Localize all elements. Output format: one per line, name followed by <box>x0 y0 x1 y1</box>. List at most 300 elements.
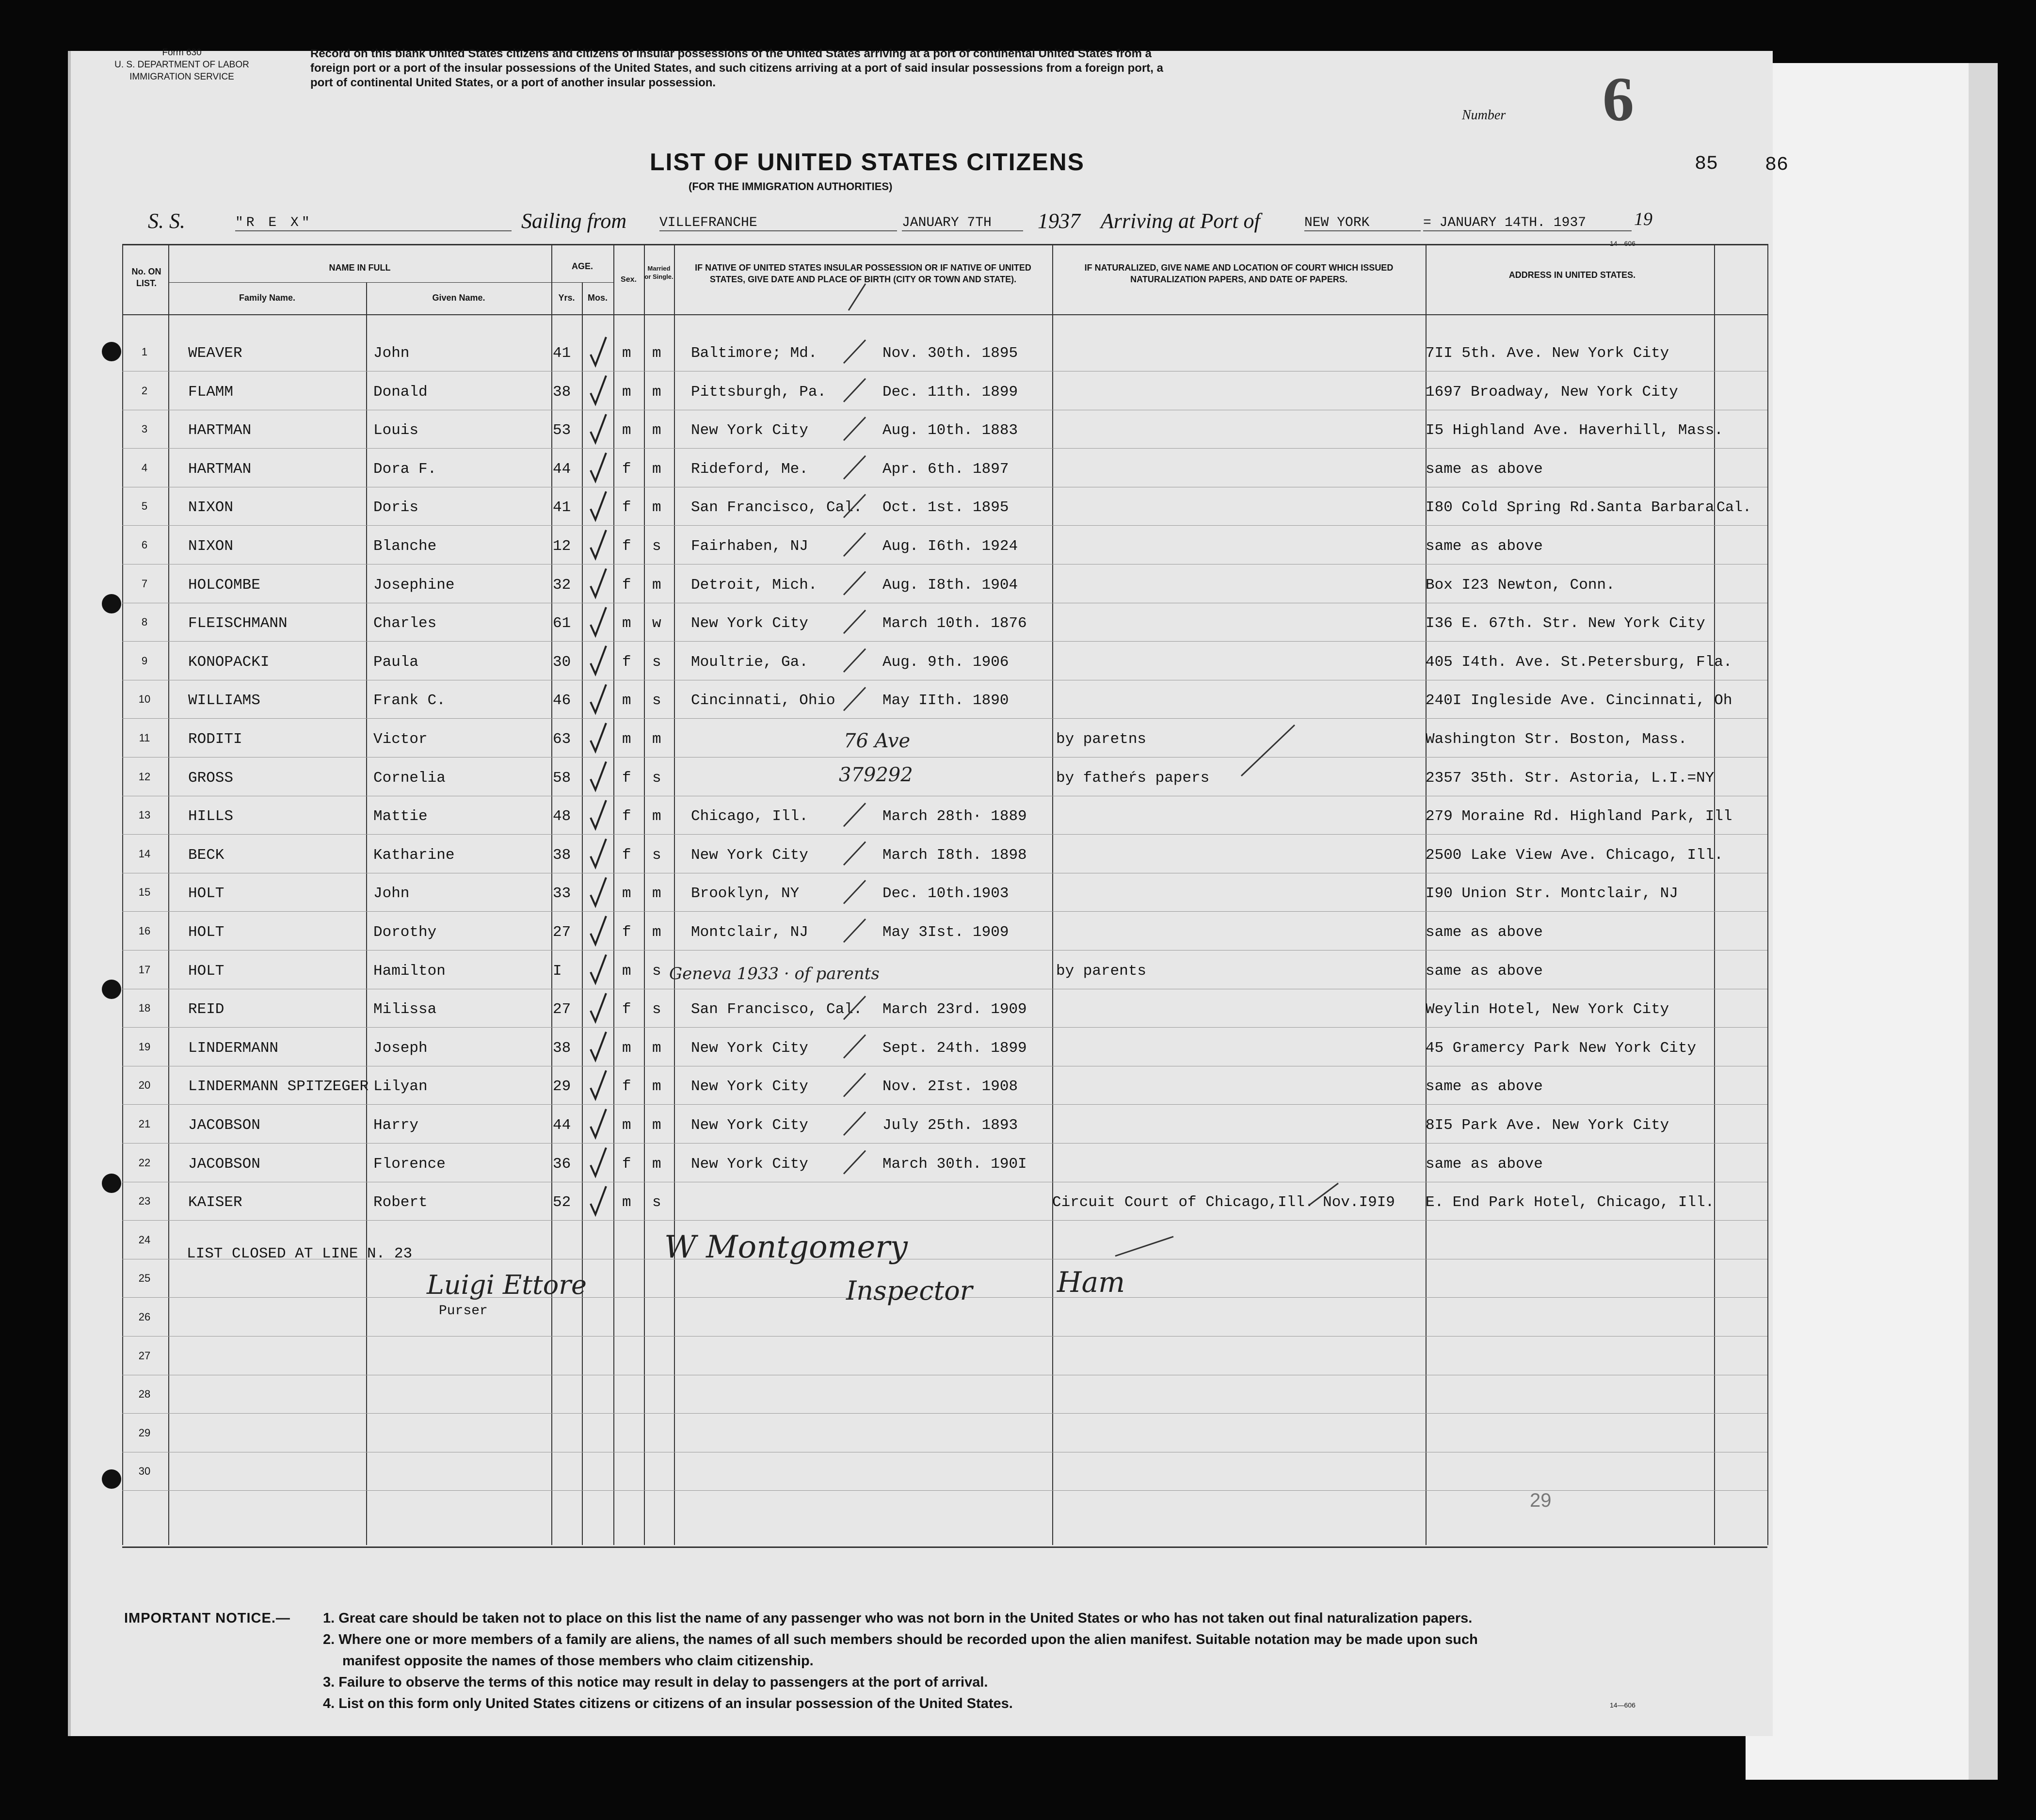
row-number: 3 <box>141 423 148 435</box>
notice-lead: IMPORTANT NOTICE.— <box>124 1611 290 1626</box>
header-address: ADDRESS IN UNITED STATES. <box>1508 270 1636 280</box>
sex-cell: f <box>622 499 631 516</box>
sex-cell: m <box>622 1194 631 1211</box>
birthdate-cell: Sept. 24th. 1899 <box>882 1039 1027 1057</box>
family-name-cell: RODITI <box>188 731 242 748</box>
check-mark <box>591 916 606 944</box>
row-number: 28 <box>138 1388 151 1401</box>
family-name-cell: HOLCOMBE <box>188 576 260 594</box>
verification-tick <box>844 572 866 595</box>
arriving-label: Arriving at Port of <box>1101 209 1260 233</box>
address-cell: E. End Park Hotel, Chicago, Ill. <box>1426 1194 1715 1211</box>
verification-tick <box>844 996 866 1019</box>
birthdate-cell: March 23rd. 1909 <box>882 1001 1027 1018</box>
header-naturalized: IF NATURALIZED, GIVE NAME AND LOCATION OF COURT WHICH ISSUED NATURALIZATION PAPERS, AND DATE OF PAPERS. <box>1084 263 1394 284</box>
birthplace-cell: Chicago, Ill. <box>691 808 808 825</box>
time-note: Ham <box>1057 1266 1125 1299</box>
sex-cell: f <box>622 1001 631 1018</box>
marital-status-cell: m <box>652 460 661 478</box>
row-number: 15 <box>138 886 151 899</box>
notice-item: 4. List on this form only United States citizens or citizens of an insular possession of the United States. <box>323 1696 1013 1711</box>
family-name-cell: BECK <box>188 846 224 864</box>
arriving-date: = JANUARY 14TH. 1937 <box>1423 215 1632 231</box>
inspector-signature: W Montgomery <box>664 1229 908 1265</box>
birthdate-cell: Oct. 1st. 1895 <box>882 499 1009 516</box>
address-overflow: Cal. <box>1716 499 1752 516</box>
row-number: 7 <box>141 577 148 590</box>
family-name-cell: HARTMAN <box>188 460 252 478</box>
print-code: 14—606 <box>1610 240 1635 247</box>
check-mark <box>591 453 606 481</box>
birthplace-cell: Fairhaben, NJ <box>691 538 808 555</box>
age-cell: 38 <box>553 1039 571 1057</box>
given-name-cell: Robert <box>373 1194 428 1211</box>
given-name-cell: Cornelia <box>373 769 446 787</box>
birthdate-cell: March I8th. 1898 <box>882 846 1027 864</box>
family-name-cell: FLEISCHMANN <box>188 615 288 632</box>
age-cell: 38 <box>553 383 571 401</box>
verification-tick <box>844 919 866 942</box>
birthdate-cell: Nov. 2Ist. 1908 <box>882 1078 1018 1095</box>
address-cell: I90 Union Str. Montclair, NJ <box>1426 885 1678 902</box>
given-name-cell: Blanche <box>373 538 437 555</box>
birthdate-cell: May 3Ist. 1909 <box>882 924 1009 941</box>
verification-tick <box>844 1112 866 1135</box>
arriving-year-suffix: 19 <box>1634 209 1652 229</box>
stamp-number-b: 86 <box>1765 154 1789 176</box>
row-number: 21 <box>138 1118 151 1130</box>
list-closed-note: LIST CLOSED AT LINE N. 23 <box>187 1245 413 1262</box>
check-mark <box>591 800 606 828</box>
age-cell: 32 <box>553 576 571 594</box>
marital-status-cell: m <box>652 1155 661 1173</box>
birth-annotation: Geneva 1933 · of parents <box>669 964 880 983</box>
family-name-cell: KAISER <box>188 1194 242 1211</box>
sex-cell: f <box>622 1155 631 1173</box>
family-name-cell: JACOBSON <box>188 1117 260 1134</box>
binder-hole <box>102 594 121 613</box>
birthdate-cell: Aug. 9th. 1906 <box>882 653 1009 671</box>
age-cell: 30 <box>553 653 571 671</box>
sailing-port: VILLEFRANCHE <box>659 215 897 231</box>
purser-signature: Luigi Ettore <box>427 1270 587 1300</box>
marital-status-cell: s <box>652 692 661 709</box>
marital-status-cell: m <box>652 499 661 516</box>
row-number: 27 <box>138 1349 151 1362</box>
naturalization-pencil-stroke <box>1309 1183 1338 1205</box>
sex-cell: m <box>622 962 631 980</box>
address-cell: Box I23 Newton, Conn. <box>1426 576 1615 594</box>
address-cell: 240I Ingleside Ave. Cincinnati, Oh <box>1426 692 1732 709</box>
birthplace-cell: Brooklyn, NY <box>691 885 800 902</box>
family-name-cell: HARTMAN <box>188 422 252 439</box>
verification-tick <box>844 494 866 517</box>
family-name-cell: KONOPACKI <box>188 653 270 671</box>
sex-cell: f <box>622 808 631 825</box>
marital-status-cell: m <box>652 885 661 902</box>
family-name-cell: HOLT <box>188 924 224 941</box>
row-number: 24 <box>138 1233 151 1246</box>
family-name-cell: LINDERMANN <box>188 1039 279 1057</box>
row-number: 9 <box>141 654 148 667</box>
address-cell: I80 Cold Spring Rd.Santa Barbara <box>1426 499 1715 516</box>
address-cell: Washington Str. Boston, Mass. <box>1426 731 1687 748</box>
sailing-label: Sailing from <box>521 209 627 233</box>
notice-code: 14—606 <box>1610 1701 1635 1709</box>
given-name-cell: Hamilton <box>373 962 446 980</box>
birthdate-cell: Dec. 11th. 1899 <box>882 383 1018 401</box>
given-name-cell: Charles <box>373 615 437 632</box>
check-mark <box>591 376 606 404</box>
birthplace-cell: Moultrie, Ga. <box>691 653 808 671</box>
header-marital: Married or Single. <box>644 265 673 280</box>
address-cell: same as above <box>1426 962 1543 980</box>
check-mark <box>591 1186 606 1214</box>
given-name-cell: Mattie <box>373 808 428 825</box>
row-number: 18 <box>138 1002 151 1015</box>
birthplace-cell: New York City <box>691 615 808 632</box>
check-mark <box>591 414 606 442</box>
time-pencil-stroke <box>1115 1237 1173 1256</box>
address-cell: 2500 Lake View Ave. Chicago, Ill. <box>1426 846 1723 864</box>
naturalization-cell: by fatheŕs papers <box>1056 769 1210 787</box>
check-mark <box>591 762 606 790</box>
page-subtitle: (FOR THE IMMIGRATION AUTHORITIES) <box>689 180 893 193</box>
marital-status-cell: s <box>652 538 661 555</box>
age-cell: 33 <box>553 885 571 902</box>
age-cell: 41 <box>553 345 571 362</box>
verification-tick <box>844 379 866 402</box>
check-mark <box>591 530 606 558</box>
check-mark <box>591 569 606 597</box>
check-mark <box>591 1070 606 1098</box>
birthdate-cell: Aug. 10th. 1883 <box>882 422 1018 439</box>
verification-tick <box>844 1151 866 1174</box>
preamble-line: port of continental United States, or a port of another insular possession. <box>310 76 716 89</box>
row-number: 17 <box>138 963 151 976</box>
birth-annotation: 76 Ave <box>844 730 911 752</box>
birthdate-cell: July 25th. 1893 <box>882 1117 1018 1134</box>
verification-tick <box>844 456 866 479</box>
age-cell: 44 <box>553 460 571 478</box>
sex-cell: m <box>622 383 631 401</box>
family-name-cell: NIXON <box>188 538 234 555</box>
birthdate-cell: Aug. I6th. 1924 <box>882 538 1018 555</box>
address-cell: 1697 Broadway, New York City <box>1426 383 1678 401</box>
given-name-cell: Lilyan <box>373 1078 428 1095</box>
address-cell: I36 E. 67th. Str. New York City <box>1426 615 1705 632</box>
check-mark <box>591 491 606 519</box>
age-cell: 27 <box>553 924 571 941</box>
address-cell: same as above <box>1426 1155 1543 1173</box>
naturalization-pencil-stroke <box>1241 725 1295 776</box>
verification-tick <box>844 340 866 363</box>
department: U. S. DEPARTMENT OF LABOR <box>114 60 249 70</box>
verification-tick <box>844 880 866 903</box>
given-name-cell: Victor <box>373 731 428 748</box>
stamp-number-a: 85 <box>1695 153 1718 175</box>
binder-hole <box>102 342 121 361</box>
row-number: 19 <box>138 1040 151 1053</box>
marital-status-cell: m <box>652 1078 661 1095</box>
address-cell: 2357 35th. Str. Astoria, L.I.=NY <box>1426 769 1715 787</box>
birthdate-cell: Apr. 6th. 1897 <box>882 460 1009 478</box>
verification-tick <box>844 687 866 710</box>
check-mark <box>591 1148 606 1176</box>
row-number: 1 <box>141 346 148 358</box>
row-number: 13 <box>138 809 151 821</box>
row-number: 25 <box>138 1272 151 1285</box>
birthdate-cell: Nov. 30th. 1895 <box>882 345 1018 362</box>
birthdate-cell: Dec. 10th.1903 <box>882 885 1009 902</box>
row-number: 16 <box>138 925 151 937</box>
header-age: AGE. <box>571 261 593 271</box>
marital-status-cell: s <box>652 846 661 864</box>
preamble-line: Record on this blank United States citizens and citizens of insular possessions of the United States arriving at a port of continental United States from a <box>310 47 1152 60</box>
sex-cell: f <box>622 538 631 555</box>
family-name-cell: GROSS <box>188 769 234 787</box>
age-cell: 53 <box>553 422 571 439</box>
birthdate-cell: March 10th. 1876 <box>882 615 1027 632</box>
given-name-cell: John <box>373 345 410 362</box>
birthplace-cell: Montclair, NJ <box>691 924 808 941</box>
row-number: 2 <box>141 384 148 397</box>
notice-item: 1. Great care should be taken not to place on this list the name of any passenger who was not born in the United States or who has not taken out final naturalization papers. <box>323 1611 1473 1626</box>
sex-cell: f <box>622 924 631 941</box>
check-mark <box>591 839 606 867</box>
check-mark <box>591 955 606 983</box>
family-name-cell: HOLT <box>188 962 224 980</box>
given-name-cell: Donald <box>373 383 428 401</box>
naturalization-cell: by paretns <box>1056 731 1147 748</box>
verification-tick <box>844 1035 866 1058</box>
verification-tick <box>844 610 866 633</box>
check-mark <box>591 877 606 905</box>
binder-hole <box>102 980 121 999</box>
birth-pencil-stroke <box>849 284 866 310</box>
address-cell: 8I5 Park Ave. New York City <box>1426 1117 1669 1134</box>
given-name-cell: Frank C. <box>373 692 446 709</box>
birthplace-cell: New York City <box>691 1117 808 1134</box>
verification-tick <box>844 533 866 556</box>
marital-status-cell: m <box>652 345 661 362</box>
birthplace-cell: New York City <box>691 1155 808 1173</box>
birth-annotation: 379292 <box>839 764 913 786</box>
birthplace-cell: New York City <box>691 1039 808 1057</box>
row-number: 12 <box>138 770 151 783</box>
given-name-cell: Dorothy <box>373 924 437 941</box>
address-cell: same as above <box>1426 460 1543 478</box>
verification-tick <box>844 649 866 672</box>
birthdate-cell: March 30th. 190I <box>882 1155 1027 1173</box>
given-name-cell: Florence <box>373 1155 446 1173</box>
service: IMMIGRATION SERVICE <box>129 72 234 82</box>
preamble-line: foreign port or a port of the insular possessions of the United States, and such citizens arriving at a port of said insular possessions from a foreign port, a <box>310 62 1163 75</box>
age-cell: 29 <box>553 1078 571 1095</box>
header-family: Family Name. <box>239 293 296 303</box>
birthplace-cell: Cincinnati, Ohio <box>691 692 835 709</box>
sheet-mark: 29 <box>1530 1490 1552 1511</box>
check-mark <box>591 337 606 365</box>
age-cell: 61 <box>553 615 571 632</box>
age-cell: 44 <box>553 1117 571 1134</box>
age-cell: 41 <box>553 499 571 516</box>
row-number: 4 <box>141 461 148 474</box>
birthplace-cell: San Francisco, Cal. <box>691 499 863 516</box>
check-mark <box>591 646 606 674</box>
given-name-cell: Dora F. <box>373 460 437 478</box>
given-name-cell: Josephine <box>373 576 455 594</box>
age-cell: 46 <box>553 692 571 709</box>
marital-status-cell: s <box>652 769 661 787</box>
sex-cell: f <box>622 846 631 864</box>
arriving-port: NEW YORK <box>1304 215 1421 231</box>
given-name-cell: John <box>373 885 410 902</box>
naturalization-cell: Circuit Court of Chicago,Ill. Nov.I9I9 <box>1052 1194 1395 1211</box>
marital-status-cell: m <box>652 576 661 594</box>
age-cell: 38 <box>553 846 571 864</box>
birthplace-cell: Detroit, Mich. <box>691 576 818 594</box>
header-name: NAME IN FULL <box>329 263 391 273</box>
row-number: 14 <box>138 847 151 860</box>
marital-status-cell: w <box>652 615 661 632</box>
birthplace-cell: San Francisco, Cal. <box>691 1001 863 1018</box>
verification-tick <box>844 842 866 865</box>
given-name-cell: Katharine <box>373 846 455 864</box>
marital-status-cell: s <box>652 962 661 980</box>
row-number: 30 <box>138 1465 151 1478</box>
address-cell: 7II 5th. Ave. New York City <box>1426 345 1669 362</box>
birthplace-cell: New York City <box>691 846 808 864</box>
marital-status-cell: s <box>652 1194 661 1211</box>
notice-item: manifest opposite the names of those members who claim citizenship. <box>342 1653 814 1669</box>
header-birth: IF NATIVE OF UNITED STATES INSULAR POSSESSION OR IF NATIVE OF UNITED STATES, GIVE DATE AND PLACE OF BIRTH (CITY OR TOWN AND STATE). <box>695 263 1031 284</box>
family-name-cell: JACOBSON <box>188 1155 260 1173</box>
marital-status-cell: m <box>652 1039 661 1057</box>
ship-name: "R E X" <box>235 215 512 231</box>
age-cell: 52 <box>553 1194 571 1211</box>
marital-status-cell: m <box>652 731 661 748</box>
row-number: 26 <box>138 1311 151 1323</box>
family-name-cell: REID <box>188 1001 224 1018</box>
marital-status-cell: m <box>652 422 661 439</box>
family-name-cell: LINDERMANN SPITZEGER <box>188 1078 369 1095</box>
sex-cell: m <box>622 1117 631 1134</box>
family-name-cell: NIXON <box>188 499 234 516</box>
birthplace-cell: Rideford, Me. <box>691 460 808 478</box>
address-cell: 405 I4th. Ave. St.Petersburg, Fla. <box>1426 653 1732 671</box>
page-title: LIST OF UNITED STATES CITIZENS <box>650 148 1085 176</box>
given-name-cell: Louis <box>373 422 419 439</box>
address-cell: same as above <box>1426 538 1543 555</box>
birthdate-cell: Aug. I8th. 1904 <box>882 576 1018 594</box>
row-number: 11 <box>139 732 150 744</box>
given-name-cell: Harry <box>373 1117 419 1134</box>
given-name-cell: Doris <box>373 499 419 516</box>
sex-cell: f <box>622 769 631 787</box>
header-sex: Sex. <box>621 275 637 284</box>
header-no: No. ON LIST. <box>131 267 161 288</box>
marital-status-cell: m <box>652 808 661 825</box>
address-cell: 279 Moraine Rd. Highland Park, Ill <box>1426 808 1732 825</box>
address-cell: same as above <box>1426 924 1543 941</box>
given-name-cell: Joseph <box>373 1039 428 1057</box>
address-cell: 45 Gramercy Park New York City <box>1426 1039 1697 1057</box>
check-mark <box>591 684 606 712</box>
check-mark <box>591 723 606 751</box>
form-number: Form 630 <box>162 48 202 58</box>
row-number: 22 <box>138 1156 151 1169</box>
row-number: 6 <box>141 539 148 551</box>
row-number: 23 <box>138 1195 151 1208</box>
family-name-cell: HOLT <box>188 885 224 902</box>
birthplace-cell: New York City <box>691 422 808 439</box>
given-name-cell: Paula <box>373 653 419 671</box>
binder-hole <box>102 1469 121 1489</box>
family-name-cell: WILLIAMS <box>188 692 260 709</box>
header-given: Given Name. <box>432 293 485 303</box>
row-number: 5 <box>141 500 148 513</box>
sex-cell: m <box>622 885 631 902</box>
sex-cell: m <box>622 422 631 439</box>
given-name-cell: Milissa <box>373 1001 437 1018</box>
notice-item: 2. Where one or more members of a family are aliens, the names of all such members should be recorded upon the alien manifest. Suitable notation may be made upon such <box>323 1632 1478 1647</box>
birthdate-cell: May IIth. 1890 <box>882 692 1009 709</box>
header-months: Mos. <box>587 293 608 303</box>
check-mark <box>591 1032 606 1060</box>
address-cell: I5 Highland Ave. Haverhill, Mass. <box>1426 422 1723 439</box>
sex-cell: f <box>622 1078 631 1095</box>
sex-cell: m <box>622 1039 631 1057</box>
age-cell: I <box>553 962 562 980</box>
verification-tick <box>844 417 866 440</box>
marital-status-cell: m <box>652 383 661 401</box>
marital-status-cell: s <box>652 1001 661 1018</box>
family-name-cell: WEAVER <box>188 345 242 362</box>
family-name-cell: FLAMM <box>188 383 234 401</box>
ss-label: S. S. <box>148 209 185 233</box>
sailing-date: JANUARY 7TH <box>902 215 1023 231</box>
marital-status-cell: s <box>652 653 661 671</box>
age-cell: 12 <box>553 538 571 555</box>
birthdate-cell: March 28th· 1889 <box>882 808 1027 825</box>
number-label: Number <box>1462 108 1506 123</box>
check-mark <box>591 1109 606 1137</box>
age-cell: 63 <box>553 731 571 748</box>
row-number: 8 <box>141 616 148 628</box>
purser-label: Purser <box>439 1304 488 1319</box>
verification-tick <box>844 803 866 826</box>
check-mark <box>591 993 606 1021</box>
check-mark <box>591 607 606 635</box>
age-cell: 48 <box>553 808 571 825</box>
sailing-year: 1937 <box>1038 209 1080 233</box>
family-name-cell: HILLS <box>188 808 234 825</box>
birthplace-cell: Baltimore; Md. <box>691 345 818 362</box>
birthplace-cell: Pittsburgh, Pa. <box>691 383 827 401</box>
marital-status-cell: m <box>652 1117 661 1134</box>
sex-cell: m <box>622 345 631 362</box>
sex-cell: m <box>622 615 631 632</box>
row-number: 10 <box>138 693 151 706</box>
naturalization-cell: by parents <box>1056 962 1147 980</box>
birthplace-cell: New York City <box>691 1078 808 1095</box>
number-value: 6 <box>1603 64 1634 134</box>
sex-cell: m <box>622 692 631 709</box>
sex-cell: m <box>622 731 631 748</box>
sex-cell: f <box>622 576 631 594</box>
row-number: 20 <box>138 1079 151 1092</box>
